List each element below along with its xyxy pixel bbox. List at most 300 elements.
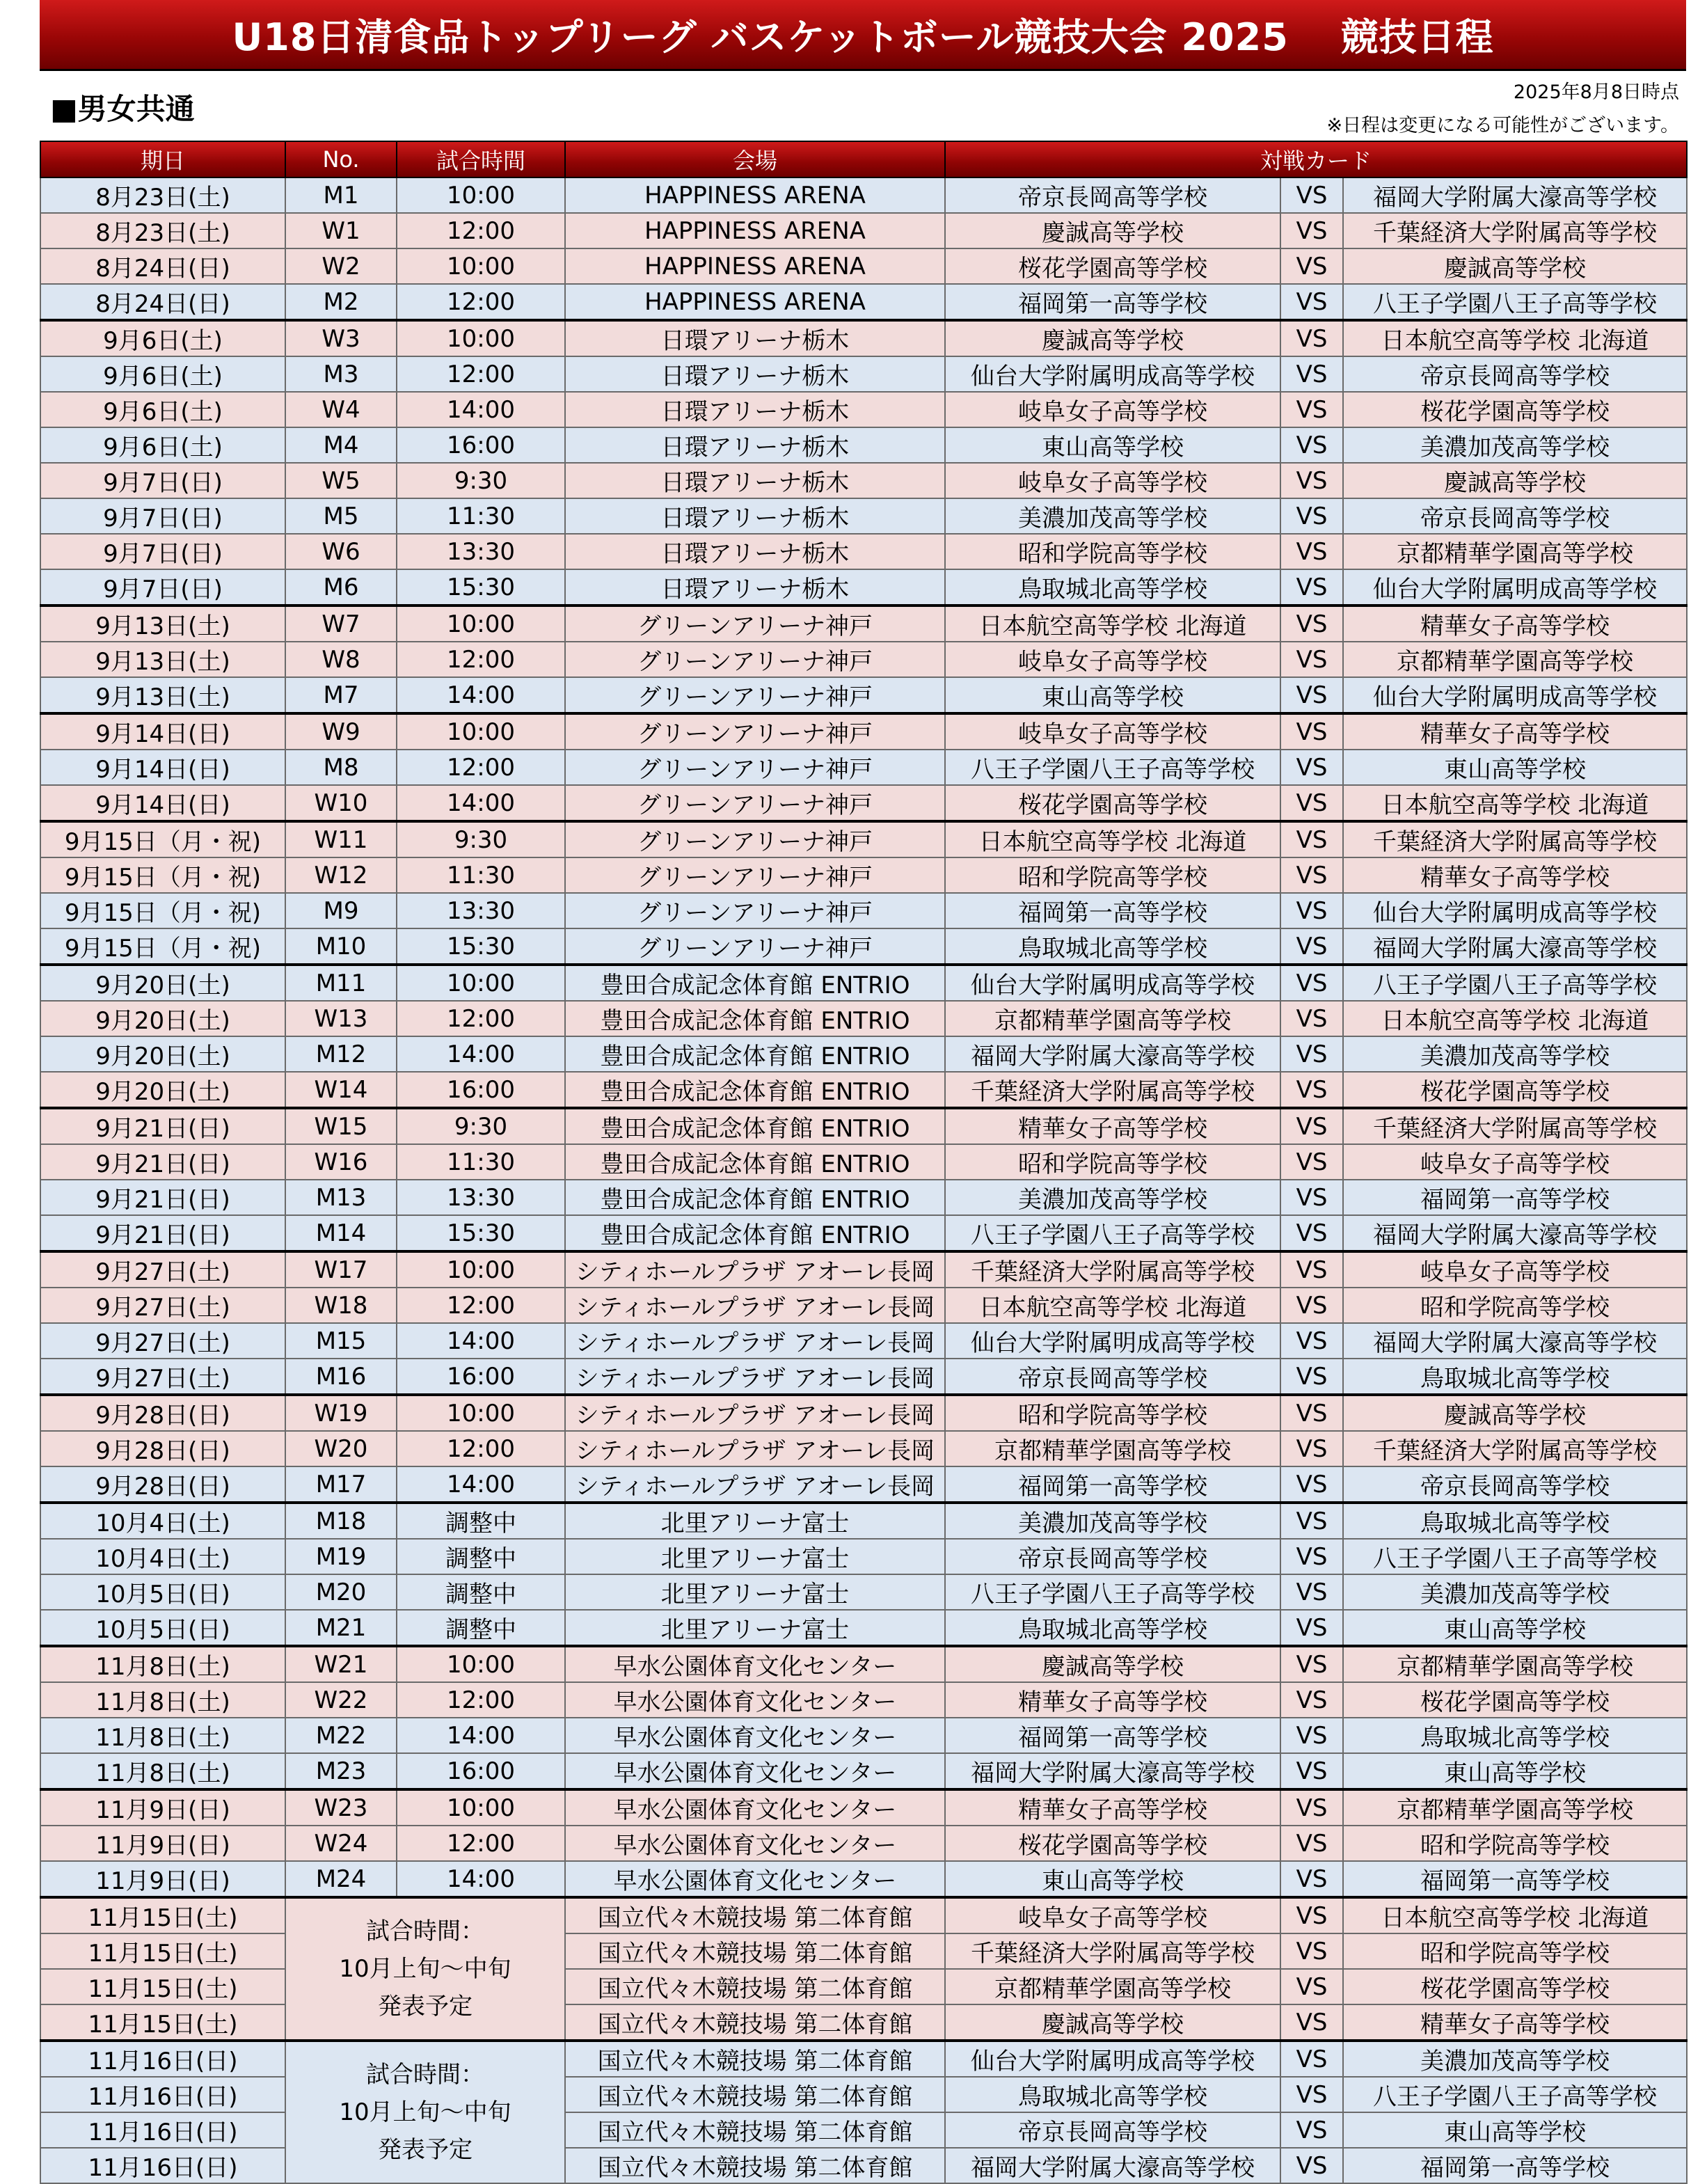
away-team-cell: 八王子学園八王子高等学校	[1343, 284, 1687, 320]
home-team-cell: 帝京長岡高等学校	[945, 177, 1280, 213]
home-team-cell: 仙台大学附属明成高等学校	[945, 2041, 1280, 2077]
time-cell: 14:00	[397, 1861, 565, 1897]
date-cell: 9月7日(日)	[40, 534, 285, 569]
time-cell: 10:00	[397, 965, 565, 1001]
vs-cell: VS	[1280, 785, 1343, 821]
home-team-cell: 日本航空高等学校 北海道	[945, 1288, 1280, 1323]
time-cell: 10:00	[397, 1789, 565, 1826]
away-team-cell: 京都精華学園高等学校	[1343, 1646, 1687, 1682]
vs-cell: VS	[1280, 2041, 1343, 2077]
away-team-cell: 鳥取城北高等学校	[1343, 1359, 1687, 1395]
time-pending-line: 10月上旬～中旬	[339, 1955, 511, 1983]
date-cell: 11月8日(土)	[40, 1646, 285, 1682]
match-no-cell: W14	[285, 1072, 397, 1108]
match-no-cell: W18	[285, 1288, 397, 1323]
match-no-cell: W1	[285, 213, 397, 248]
table-row	[40, 1466, 1687, 1503]
time-cell: 10:00	[397, 1395, 565, 1431]
date-cell: 9月15日（月・祝)	[40, 928, 285, 965]
date-cell: 11月9日(日)	[40, 1826, 285, 1861]
time-cell: 15:30	[397, 569, 565, 606]
match-no-cell: M15	[285, 1323, 397, 1359]
time-pending-line: 試合時間：	[366, 2061, 484, 2089]
time-cell: 14:00	[397, 392, 565, 427]
table-row	[40, 1431, 1687, 1466]
date-cell: 11月15日(土)	[40, 1933, 285, 1969]
time-cell: 調整中	[397, 1574, 565, 1610]
time-pending-line: 発表予定	[378, 2136, 473, 2164]
date-cell: 11月16日(日)	[40, 2112, 285, 2148]
venue-cell: 北里アリーナ富士	[565, 1503, 945, 1539]
date-cell: 9月20日(土)	[40, 1072, 285, 1108]
away-team-cell: 東山高等学校	[1343, 1610, 1687, 1646]
time-cell: 10:00	[397, 320, 565, 356]
schedule-table	[40, 141, 1688, 2184]
vs-cell: VS	[1280, 1574, 1343, 1610]
venue-cell: 早水公園体育文化センター	[565, 1718, 945, 1753]
away-team-cell: 桜花学園高等学校	[1343, 1969, 1687, 2004]
match-no-cell: W3	[285, 320, 397, 356]
time-cell: 12:00	[397, 642, 565, 677]
home-team-cell: 美濃加茂高等学校	[945, 498, 1280, 534]
vs-cell: VS	[1280, 284, 1343, 320]
venue-cell: 国立代々木競技場 第二体育館	[565, 1969, 945, 2004]
venue-cell: 豊田合成記念体育館 ENTRIO	[565, 1180, 945, 1215]
vs-cell: VS	[1280, 248, 1343, 284]
match-no-cell: M21	[285, 1610, 397, 1646]
home-team-cell: 岐阜女子高等学校	[945, 1897, 1280, 1933]
away-team-cell: 帝京長岡高等学校	[1343, 356, 1687, 392]
date-cell: 9月6日(土)	[40, 392, 285, 427]
date-cell: 11月8日(土)	[40, 1718, 285, 1753]
home-team-cell: 福岡第一高等学校	[945, 893, 1280, 928]
venue-cell: シティホールプラザ アオーレ長岡	[565, 1323, 945, 1359]
away-team-cell: 仙台大学附属明成高等学校	[1343, 677, 1687, 713]
table-row	[40, 1503, 1687, 1539]
venue-cell: 国立代々木競技場 第二体育館	[565, 2004, 945, 2041]
away-team-cell: 慶誠高等学校	[1343, 463, 1687, 498]
match-no-cell: M4	[285, 427, 397, 463]
venue-cell: 国立代々木競技場 第二体育館	[565, 2077, 945, 2112]
venue-cell: グリーンアリーナ神戸	[565, 821, 945, 857]
time-cell: 9:30	[397, 821, 565, 857]
venue-cell: 早水公園体育文化センター	[565, 1826, 945, 1861]
away-team-cell: 福岡第一高等学校	[1343, 1180, 1687, 1215]
vs-cell: VS	[1280, 1251, 1343, 1288]
venue-cell: グリーンアリーナ神戸	[565, 785, 945, 821]
table-row	[40, 248, 1687, 284]
away-team-cell: 福岡第一高等学校	[1343, 1861, 1687, 1897]
date-cell: 11月15日(土)	[40, 1969, 285, 2004]
date-cell: 9月14日(日)	[40, 785, 285, 821]
venue-cell: 早水公園体育文化センター	[565, 1682, 945, 1718]
venue-cell: 国立代々木競技場 第二体育館	[565, 2148, 945, 2183]
time-cell: 12:00	[397, 1431, 565, 1466]
page-title: U18日清食品トップリーグ バスケットボール競技大会 2025 競技日程	[232, 15, 1494, 59]
away-team-cell: 東山高等学校	[1343, 750, 1687, 785]
vs-cell: VS	[1280, 1001, 1343, 1036]
away-team-cell: 福岡大学附属大濠高等学校	[1343, 1215, 1687, 1251]
time-cell: 14:00	[397, 1323, 565, 1359]
date-cell: 11月8日(土)	[40, 1682, 285, 1718]
table-row	[40, 928, 1687, 965]
venue-cell: 日環アリーナ栃木	[565, 320, 945, 356]
match-no-cell: M1	[285, 177, 397, 213]
schedule-body	[40, 177, 1687, 2183]
date-cell: 10月4日(土)	[40, 1539, 285, 1574]
time-cell: 9:30	[397, 1108, 565, 1144]
table-row	[40, 642, 1687, 677]
home-team-cell: 美濃加茂高等学校	[945, 1180, 1280, 1215]
away-team-cell: 岐阜女子高等学校	[1343, 1251, 1687, 1288]
home-team-cell: 千葉経済大学附属高等学校	[945, 1251, 1280, 1288]
date-cell: 10月5日(日)	[40, 1574, 285, 1610]
vs-cell: VS	[1280, 1969, 1343, 2004]
date-cell: 9月21日(日)	[40, 1144, 285, 1180]
away-team-cell: 京都精華学園高等学校	[1343, 534, 1687, 569]
date-cell: 9月28日(日)	[40, 1395, 285, 1431]
match-no-cell: M6	[285, 569, 397, 606]
table-row	[40, 1251, 1687, 1288]
venue-cell: 早水公園体育文化センター	[565, 1861, 945, 1897]
date-cell: 9月6日(土)	[40, 427, 285, 463]
venue-cell: 日環アリーナ栃木	[565, 569, 945, 606]
match-no-cell: W19	[285, 1395, 397, 1431]
time-cell: 調整中	[397, 1610, 565, 1646]
table-row	[40, 750, 1687, 785]
date-cell: 11月16日(日)	[40, 2041, 285, 2077]
date-cell: 11月15日(土)	[40, 2004, 285, 2041]
venue-cell: シティホールプラザ アオーレ長岡	[565, 1251, 945, 1288]
change-note: ※日程は変更になる可能性がございます。	[1326, 115, 1679, 136]
header-matchup: 対戦カード	[945, 141, 1687, 177]
date-cell: 11月15日(土)	[40, 1897, 285, 1933]
table-row	[40, 713, 1687, 750]
away-team-cell: 千葉経済大学附属高等学校	[1343, 213, 1687, 248]
time-cell: 12:00	[397, 213, 565, 248]
venue-cell: HAPPINESS ARENA	[565, 213, 945, 248]
match-no-cell: W21	[285, 1646, 397, 1682]
match-no-cell: W12	[285, 857, 397, 893]
home-team-cell: 桜花学園高等学校	[945, 785, 1280, 821]
table-row	[40, 1826, 1687, 1861]
table-row	[40, 1861, 1687, 1897]
match-no-cell: W22	[285, 1682, 397, 1718]
time-cell: 13:30	[397, 1180, 565, 1215]
time-cell: 14:00	[397, 1036, 565, 1072]
table-row	[40, 821, 1687, 857]
table-row	[40, 392, 1687, 427]
match-no-cell: M24	[285, 1861, 397, 1897]
date-cell: 9月7日(日)	[40, 498, 285, 534]
date-cell: 9月13日(土)	[40, 677, 285, 713]
table-row	[40, 1539, 1687, 1574]
vs-cell: VS	[1280, 2077, 1343, 2112]
time-cell: 15:30	[397, 1215, 565, 1251]
vs-cell: VS	[1280, 857, 1343, 893]
away-team-cell: 日本航空高等学校 北海道	[1343, 785, 1687, 821]
time-cell: 10:00	[397, 1646, 565, 1682]
away-team-cell: 岐阜女子高等学校	[1343, 1144, 1687, 1180]
table-row	[40, 1323, 1687, 1359]
away-team-cell: 桜花学園高等学校	[1343, 1682, 1687, 1718]
vs-cell: VS	[1280, 569, 1343, 606]
vs-cell: VS	[1280, 606, 1343, 642]
date-cell: 9月7日(日)	[40, 569, 285, 606]
match-no-cell: W23	[285, 1789, 397, 1826]
home-team-cell: 岐阜女子高等学校	[945, 642, 1280, 677]
venue-cell: グリーンアリーナ神戸	[565, 893, 945, 928]
time-cell: 9:30	[397, 463, 565, 498]
venue-cell: シティホールプラザ アオーレ長岡	[565, 1431, 945, 1466]
away-team-cell: 千葉経済大学附属高等学校	[1343, 821, 1687, 857]
home-team-cell: 慶誠高等学校	[945, 2004, 1280, 2041]
date-cell: 8月24日(日)	[40, 284, 285, 320]
match-no-cell: W7	[285, 606, 397, 642]
table-row	[40, 1108, 1687, 1144]
venue-cell: グリーンアリーナ神戸	[565, 750, 945, 785]
venue-cell: 北里アリーナ富士	[565, 1610, 945, 1646]
away-team-cell: 福岡大学附属大濠高等学校	[1343, 928, 1687, 965]
venue-cell: 豊田合成記念体育館 ENTRIO	[565, 1108, 945, 1144]
date-cell: 9月6日(土)	[40, 356, 285, 392]
match-no-cell: W9	[285, 713, 397, 750]
date-cell: 9月15日（月・祝)	[40, 857, 285, 893]
match-no-cell: M22	[285, 1718, 397, 1753]
home-team-cell: 昭和学院高等学校	[945, 534, 1280, 569]
venue-cell: 日環アリーナ栃木	[565, 498, 945, 534]
away-team-cell: 精華女子高等学校	[1343, 2004, 1687, 2041]
date-cell: 9月7日(日)	[40, 463, 285, 498]
table-row	[40, 1395, 1687, 1431]
time-cell: 15:30	[397, 928, 565, 965]
header-no: No.	[285, 141, 397, 177]
home-team-cell: 千葉経済大学附属高等学校	[945, 1933, 1280, 1969]
home-team-cell: 精華女子高等学校	[945, 1108, 1280, 1144]
away-team-cell: 日本航空高等学校 北海道	[1343, 1001, 1687, 1036]
vs-cell: VS	[1280, 1539, 1343, 1574]
venue-cell: HAPPINESS ARENA	[565, 284, 945, 320]
match-no-cell: W10	[285, 785, 397, 821]
date-cell: 9月13日(土)	[40, 606, 285, 642]
vs-cell: VS	[1280, 1503, 1343, 1539]
table-row	[40, 427, 1687, 463]
away-team-cell: 帝京長岡高等学校	[1343, 498, 1687, 534]
table-row	[40, 1215, 1687, 1251]
vs-cell: VS	[1280, 177, 1343, 213]
time-cell: 10:00	[397, 177, 565, 213]
match-no-cell: M3	[285, 356, 397, 392]
time-cell: 14:00	[397, 1466, 565, 1503]
vs-cell: VS	[1280, 1682, 1343, 1718]
vs-cell: VS	[1280, 1933, 1343, 1969]
vs-cell: VS	[1280, 1072, 1343, 1108]
away-team-cell: 美濃加茂高等学校	[1343, 1036, 1687, 1072]
away-team-cell: 昭和学院高等学校	[1343, 1288, 1687, 1323]
away-team-cell: 慶誠高等学校	[1343, 248, 1687, 284]
match-no-cell: M7	[285, 677, 397, 713]
table-row	[40, 677, 1687, 713]
away-team-cell: 昭和学院高等学校	[1343, 1826, 1687, 1861]
vs-cell: VS	[1280, 1215, 1343, 1251]
away-team-cell: 日本航空高等学校 北海道	[1343, 320, 1687, 356]
match-no-cell: W16	[285, 1144, 397, 1180]
time-cell: 10:00	[397, 606, 565, 642]
away-team-cell: 精華女子高等学校	[1343, 713, 1687, 750]
vs-cell: VS	[1280, 1144, 1343, 1180]
time-cell: 11:30	[397, 1144, 565, 1180]
home-team-cell: 昭和学院高等学校	[945, 1144, 1280, 1180]
venue-cell: 早水公園体育文化センター	[565, 1753, 945, 1789]
vs-cell: VS	[1280, 893, 1343, 928]
time-cell: 10:00	[397, 1251, 565, 1288]
time-cell: 14:00	[397, 1718, 565, 1753]
home-team-cell: 岐阜女子高等学校	[945, 392, 1280, 427]
time-pending-line: 試合時間：	[366, 1917, 484, 1945]
time-cell: 10:00	[397, 713, 565, 750]
vs-cell: VS	[1280, 1610, 1343, 1646]
date-cell: 9月6日(土)	[40, 320, 285, 356]
home-team-cell: 八王子学園八王子高等学校	[945, 750, 1280, 785]
match-no-cell: M18	[285, 1503, 397, 1539]
table-row	[40, 1646, 1687, 1682]
home-team-cell: 美濃加茂高等学校	[945, 1503, 1280, 1539]
home-team-cell: 桜花学園高等学校	[945, 1826, 1280, 1861]
date-cell: 9月27日(土)	[40, 1323, 285, 1359]
match-no-cell: W11	[285, 821, 397, 857]
date-cell: 8月23日(土)	[40, 177, 285, 213]
venue-cell: シティホールプラザ アオーレ長岡	[565, 1359, 945, 1395]
home-team-cell: 桜花学園高等学校	[945, 248, 1280, 284]
table-row	[40, 606, 1687, 642]
date-cell: 9月28日(日)	[40, 1466, 285, 1503]
match-no-cell: W15	[285, 1108, 397, 1144]
time-cell: 12:00	[397, 356, 565, 392]
date-cell: 9月14日(日)	[40, 750, 285, 785]
venue-cell: 国立代々木競技場 第二体育館	[565, 2041, 945, 2077]
venue-cell: 豊田合成記念体育館 ENTRIO	[565, 1215, 945, 1251]
venue-cell: 国立代々木競技場 第二体育館	[565, 1897, 945, 1933]
away-team-cell: 京都精華学園高等学校	[1343, 642, 1687, 677]
table-row	[40, 1001, 1687, 1036]
date-cell: 11月16日(日)	[40, 2148, 285, 2183]
table-row	[40, 1180, 1687, 1215]
vs-cell: VS	[1280, 2004, 1343, 2041]
date-cell: 9月28日(日)	[40, 1431, 285, 1466]
date-cell: 11月8日(土)	[40, 1753, 285, 1789]
vs-cell: VS	[1280, 1466, 1343, 1503]
date-cell: 9月27日(土)	[40, 1359, 285, 1395]
table-row	[40, 284, 1687, 320]
date-cell: 9月21日(日)	[40, 1108, 285, 1144]
match-no-cell: W17	[285, 1251, 397, 1288]
home-team-cell: 京都精華学園高等学校	[945, 1431, 1280, 1466]
time-cell: 11:30	[397, 857, 565, 893]
away-team-cell: 八王子学園八王子高等学校	[1343, 965, 1687, 1001]
vs-cell: VS	[1280, 1826, 1343, 1861]
venue-cell: 日環アリーナ栃木	[565, 427, 945, 463]
match-no-cell: W24	[285, 1826, 397, 1861]
home-team-cell: 八王子学園八王子高等学校	[945, 1574, 1280, 1610]
away-team-cell: 仙台大学附属明成高等学校	[1343, 893, 1687, 928]
time-cell: 11:30	[397, 498, 565, 534]
table-row	[40, 857, 1687, 893]
home-team-cell: 鳥取城北高等学校	[945, 1610, 1280, 1646]
match-no-cell: M16	[285, 1359, 397, 1395]
vs-cell: VS	[1280, 534, 1343, 569]
home-team-cell: 鳥取城北高等学校	[945, 2077, 1280, 2112]
venue-cell: 国立代々木競技場 第二体育館	[565, 2112, 945, 2148]
table-row	[40, 1789, 1687, 1826]
venue-cell: 豊田合成記念体育館 ENTRIO	[565, 965, 945, 1001]
venue-cell: 国立代々木競技場 第二体育館	[565, 1933, 945, 1969]
vs-cell: VS	[1280, 463, 1343, 498]
home-team-cell: 鳥取城北高等学校	[945, 928, 1280, 965]
match-no-cell: W8	[285, 642, 397, 677]
match-no-cell: M20	[285, 1574, 397, 1610]
time-cell: 12:00	[397, 1682, 565, 1718]
table-row	[40, 1897, 1687, 1933]
date-cell: 9月27日(土)	[40, 1251, 285, 1288]
table-row	[40, 1288, 1687, 1323]
away-team-cell: 福岡大学附属大濠高等学校	[1343, 177, 1687, 213]
vs-cell: VS	[1280, 1431, 1343, 1466]
vs-cell: VS	[1280, 642, 1343, 677]
match-no-cell: W6	[285, 534, 397, 569]
vs-cell: VS	[1280, 1036, 1343, 1072]
home-team-cell: 福岡第一高等学校	[945, 1466, 1280, 1503]
vs-cell: VS	[1280, 928, 1343, 965]
home-team-cell: 昭和学院高等学校	[945, 1395, 1280, 1431]
table-row	[40, 965, 1687, 1001]
match-no-cell: M9	[285, 893, 397, 928]
away-team-cell: 慶誠高等学校	[1343, 1395, 1687, 1431]
table-row	[40, 2041, 1687, 2077]
match-no-cell: M10	[285, 928, 397, 965]
time-cell: 16:00	[397, 1753, 565, 1789]
vs-cell: VS	[1280, 1395, 1343, 1431]
time-pending-line: 10月上旬～中旬	[339, 2098, 511, 2126]
vs-cell: VS	[1280, 821, 1343, 857]
venue-cell: 北里アリーナ富士	[565, 1539, 945, 1574]
home-team-cell: 福岡大学附属大濠高等学校	[945, 1753, 1280, 1789]
vs-cell: VS	[1280, 1753, 1343, 1789]
home-team-cell: 岐阜女子高等学校	[945, 713, 1280, 750]
table-row	[40, 1574, 1687, 1610]
away-team-cell: 美濃加茂高等学校	[1343, 1574, 1687, 1610]
venue-cell: 日環アリーナ栃木	[565, 356, 945, 392]
date-cell: 11月16日(日)	[40, 2077, 285, 2112]
away-team-cell: 桜花学園高等学校	[1343, 392, 1687, 427]
venue-cell: グリーンアリーナ神戸	[565, 642, 945, 677]
venue-cell: 早水公園体育文化センター	[565, 1789, 945, 1826]
home-team-cell: 京都精華学園高等学校	[945, 1969, 1280, 2004]
time-cell: 12:00	[397, 1001, 565, 1036]
home-team-cell: 仙台大学附属明成高等学校	[945, 1323, 1280, 1359]
vs-cell: VS	[1280, 2112, 1343, 2148]
time-cell: 13:30	[397, 893, 565, 928]
away-team-cell: 福岡第一高等学校	[1343, 2148, 1687, 2183]
away-team-cell: 美濃加茂高等学校	[1343, 427, 1687, 463]
table-row	[40, 356, 1687, 392]
match-no-cell: M8	[285, 750, 397, 785]
match-no-cell: W5	[285, 463, 397, 498]
match-no-cell: M12	[285, 1036, 397, 1072]
date-cell: 9月20日(土)	[40, 1036, 285, 1072]
away-team-cell: 日本航空高等学校 北海道	[1343, 1897, 1687, 1933]
vs-cell: VS	[1280, 677, 1343, 713]
vs-cell: VS	[1280, 750, 1343, 785]
